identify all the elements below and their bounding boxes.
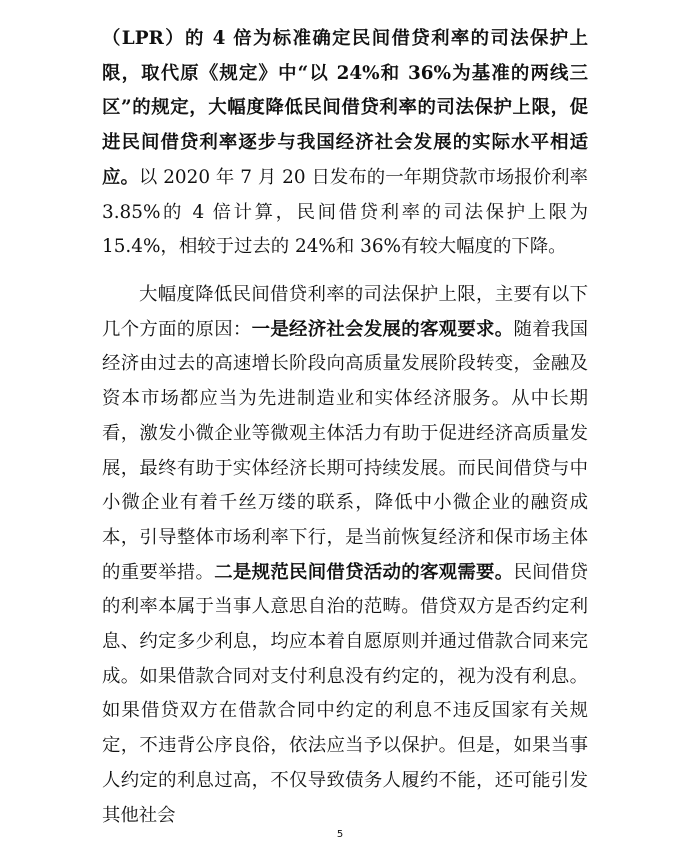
paragraph-text: 民间借贷的利率本属于当事人意思自治的范畴。借贷双方是否约定利息、约定多少利息，均应本着自愿原则并通过借款合同来完成。如果借款合同对支付利息没有约定的，视为没有利息。如果借贷双方在借款合同中约定的利息不违反国家有关规定，不违背公序良俗，依法应当予以保护。但是，如果当事人约定的利息过高，不仅导致债务人履约不能，还可能引发其他社会: [102, 561, 588, 826]
paragraph-text: 以 2020 年 7 月 20 日发布的一年期贷款市场报价利率 3.85%的 4 倍计算，民间借贷利率的司法保护上限为 15.4%，相较于过去的 24%和 36%有较大幅度的下降。: [102, 166, 588, 258]
paragraph-text: 大幅度降低民间借贷利率的司法保护上限，主要有以下几个方面的原因：: [102, 284, 588, 340]
bold-statement: （LPR）的 4 倍为标准确定民间借贷利率的司法保护上限，取代原《规定》中“以 24%和 36%为基准的两线三区”的规定，大幅度降低民间借贷利率的司法保护上限，促进民间借贷利率逐步与我国经济社会发展的实际水平相适应。: [102, 28, 588, 188]
paragraph-1: [102, 22, 588, 265]
paragraph-2: [102, 278, 588, 833]
bold-point-two: 二是规范民间借贷活动的客观需要。: [214, 561, 514, 583]
bold-point-one: 一是经济社会发展的客观要求。: [251, 318, 514, 340]
paragraph-text: 随着我国经济由过去的高速增长阶段向高质量发展阶段转变，金融及资本市场都应当为先进制造业和实体经济服务。从中长期看，激发小微企业等微观主体活力有助于促进经济高质量发展，最终有助于实体经济长期可持续发展。而民间借贷与中小微企业有着千丝万缕的联系，降低中小微企业的融资成本，引导整体市场利率下行，是当前恢复经济和保市场主体的重要举措。: [102, 318, 588, 583]
page-number: 5: [336, 829, 344, 840]
